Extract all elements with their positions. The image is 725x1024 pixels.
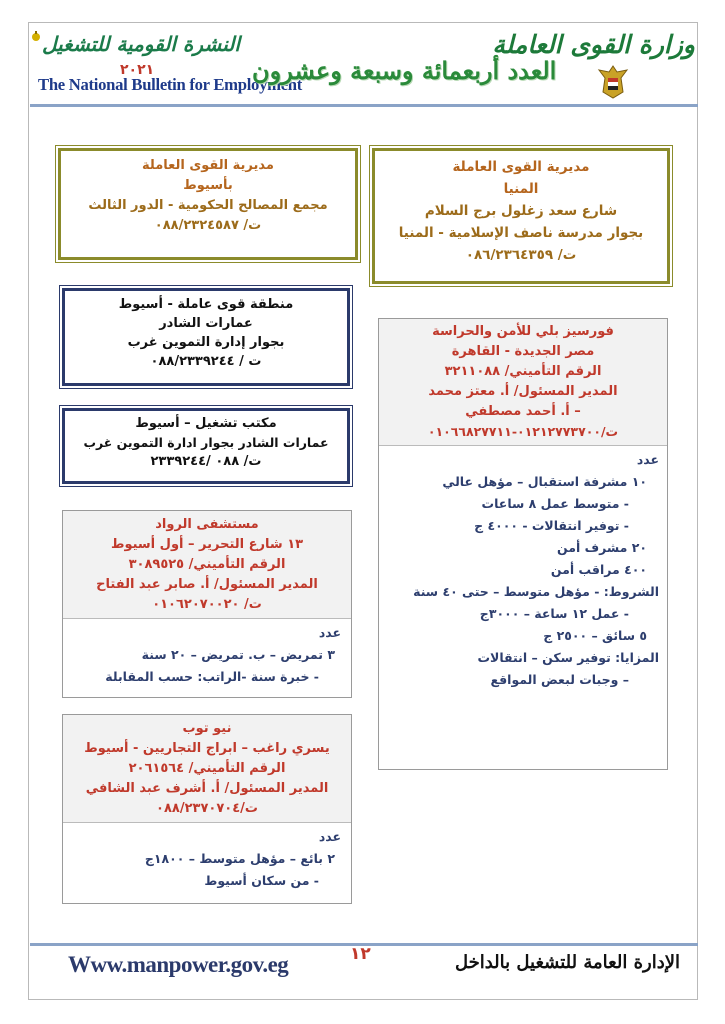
footer-department: الإدارة العامة للتشغيل بالداخل [454,952,680,973]
newtop-count-label: عدد [318,829,341,844]
assiut-office-box [62,408,350,484]
forsiz-job-1-salary: - توفير انتقالات - ٤٠٠٠ ج [474,518,629,533]
rowad-job-1: ٣ تمريض – ب. تمريض – ٢٠ سنة [141,647,335,662]
forsiz-details [379,446,667,698]
minya-phone: ت/ ٠٨٦/٢٣٦٤٣٥٩ [465,247,577,263]
newtop-details [63,823,351,899]
forsiz-insurance-number: الرقم التأميني/ ٣٢١١٠٨٨ [444,364,602,379]
job-listing-rowad-hospital [62,510,352,698]
rowad-insurance-number: الرقم التأميني/ ٣٠٨٩٥٢٥ [128,557,286,572]
forsiz-count-label: عدد [636,452,659,467]
forsiz-company: فورسيز بلي للأمن والحراسة [432,324,614,339]
ministry-title: وزارة القوى العاملة [492,30,695,59]
header-divider [30,104,698,107]
assiut-office-address: عمارات الشادر بجوار ادارة التموين غرب [83,435,329,450]
forsiz-manager: المدير المسئول/ أ. معتز محمد [428,384,618,399]
assiut-directorate-city: بأسيوط [183,178,233,193]
assiut-zone-phone: ت / ٠٨٨/٢٣٣٩٢٤٤ [150,354,262,369]
newtop-insurance-number: الرقم التأميني/ ٢٠٦١٥٦٤ [128,761,286,776]
assiut-zone-box [62,288,350,386]
assiut-zone-title: منطقة قوى عاملة - أسيوط [118,297,294,312]
assiut-zone-building: عمارات الشادر [159,316,253,331]
forsiz-manager-2: – أ. أحمد مصطفي [465,404,581,419]
forsiz-benefits-meals: – وجبات لبعض المواقع [490,672,629,687]
newtop-phone: ت/٠٨٨/٢٣٧٠٧٠٤ [156,801,258,816]
bulletin-year: ٢٠٢١ [120,62,155,78]
website-link[interactable]: Www.manpower.gov.eg [68,952,289,977]
rowad-details [63,619,351,695]
job-listing-forsiz [378,318,668,770]
assiut-office-phone: ت/ ٠٨٨ /٢٣٣٩٢٤٤ [150,454,262,469]
minya-street: شارع سعد زغلول برج السلام [424,203,618,219]
rowad-count-label: عدد [318,625,341,640]
rowad-company: مستشفى الرواد [155,517,259,532]
assiut-directorate-box [58,148,358,260]
newtop-job-1: ٢ بائع – مؤهل متوسط – ١٨٠٠ج [144,851,335,866]
forsiz-job-2: ٢٠ مشرف أمن [557,540,647,555]
eagle-emblem-icon [593,62,633,100]
forsiz-job-1: ١٠ مشرفة استقبال – مؤهل عالي [442,474,647,489]
rowad-address: ١٣ شارع التحرير – أول أسيوط [110,537,304,552]
minya-city: المنيا [503,181,539,197]
forsiz-benefits: المزايا: توفير سكن – انتقالات [477,650,659,665]
forsiz-location: مصر الجديدة - القاهرة [451,344,595,359]
bulletin-mark-icon [30,28,42,40]
rowad-header [63,511,351,619]
newtop-job-1-note: - من سكان أسيوط [204,873,319,888]
newtop-address: يسري راغب – ابراج التجاريين - أسيوط [84,741,330,756]
assiut-office-title: مكتب تشغيل – أسيوط [135,416,277,431]
bulletin-title-english: The National Bulletin for Employment [38,75,303,94]
assiut-zone-landmark: بجوار إدارة التموين غرب [127,335,285,350]
assiut-directorate-address: مجمع المصالح الحكومية - الدور الثالث [88,198,328,213]
minya-directorate-box [372,148,670,284]
forsiz-job-1-hours: - متوسط عمل ٨ ساعات [481,496,629,511]
assiut-directorate-phone: ت/ ٠٨٨/٢٣٢٤٥٨٧ [154,218,262,233]
newtop-manager: المدير المسئول/ أ. أشرف عبد الشافي [85,781,329,796]
newtop-header [63,715,351,823]
bulletin-title-arabic: النشرة القومية للتشغيل [42,32,240,56]
issue-title: العدد أربعمائة وسبعة وعشرون [252,56,557,85]
forsiz-job-3: ٤٠٠ مراقب أمن [550,562,647,577]
forsiz-phone: ت/٠١٢١٢٧٧٣٧٠٠-٠١٠٦٦٨٢٧٧١١ [427,424,619,439]
minya-title: مديرية القوى العاملة [452,159,590,175]
job-listing-new-top [62,714,352,904]
rowad-job-1-note: - خبرة سنة -الراتب: حسب المقابلة [105,669,319,684]
rowad-manager: المدير المسئول/ أ. صابر عبد الفتاح [96,577,318,592]
assiut-directorate-title: مديرية القوى العاملة [142,158,274,173]
forsiz-conditions: الشروط: - مؤهل متوسط – حتى ٤٠ سنة [413,584,659,599]
forsiz-conditions-hours: - عمل ١٢ ساعة – ٣٠٠٠ج [479,606,629,621]
rowad-phone: ت/ ٠١٠٦٢٠٧٠٠٢٠ [152,597,262,612]
newtop-company: نيو توب [182,721,232,736]
forsiz-job-4: ٥ سائق – ٢٥٠٠ ج [543,628,647,643]
page-number: ١٢ [350,944,371,964]
forsiz-header [379,319,667,446]
minya-landmark: بجوار مدرسة ناصف الإسلامية - المنيا [398,225,644,241]
